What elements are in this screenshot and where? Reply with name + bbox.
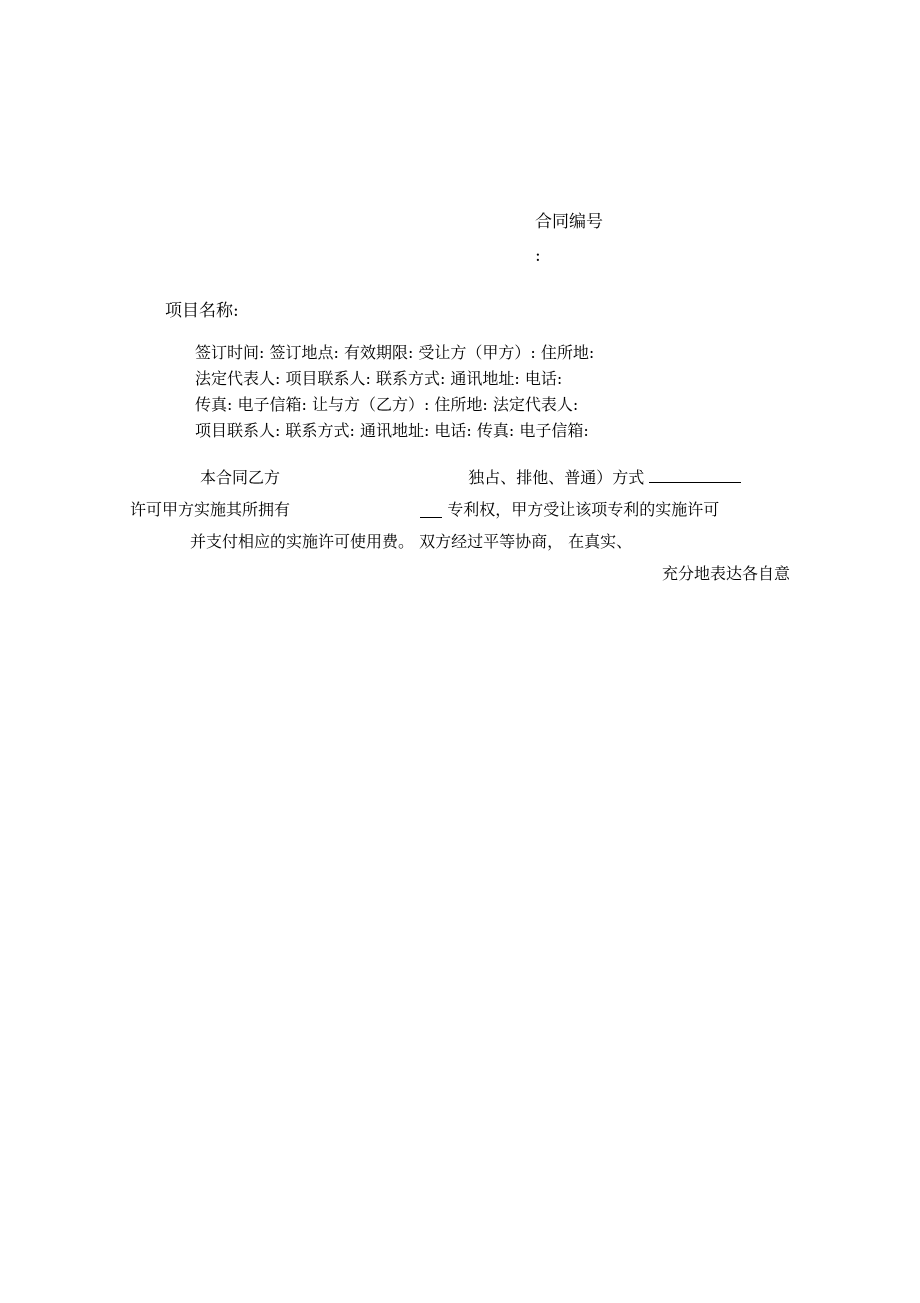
paragraph-line-2 [130,494,790,526]
party-info-block [195,340,805,444]
paragraph-line-4: 充分地表达各自意 [661,564,790,583]
paragraph-line-2-part-a: 许可甲方实施其所拥有 [130,500,291,519]
fill-in-blank [649,466,741,483]
project-name-label: 项目名称: [165,301,239,321]
paragraph-line-1 [130,462,790,494]
fill-in-blank [420,501,442,518]
contract-number-block [470,205,790,273]
main-paragraph [130,462,790,590]
contract-number-label: 合同编号 [535,212,603,232]
party-info-row: 法定代表人: 项目联系人: 联系方式: 通讯地址: 电话: [195,369,563,388]
paragraph-line-1-part-a: 本合同乙方 [200,468,281,487]
party-info-row: 签订时间: 签订地点: 有效期限: 受让方（甲方）: 住所地: [195,343,595,362]
paragraph-line-3: 并支付相应的实施许可使用费。 双方经过平等协商， 在真实、 [190,532,633,551]
paragraph-line-2-part-b: 专利权，甲方受让该项专利的实施许可 [447,500,720,519]
party-info-row: 传真: 电子信箱: 让与方（乙方）: 住所地: 法定代表人: [195,395,579,414]
paragraph-line-1-part-b: 独占、排他、普通）方式 [468,468,645,487]
party-info-row: 项目联系人: 联系方式: 通讯地址: 电话: 传真: 电子信箱: [195,421,589,440]
contract-number-colon: : [535,246,541,266]
